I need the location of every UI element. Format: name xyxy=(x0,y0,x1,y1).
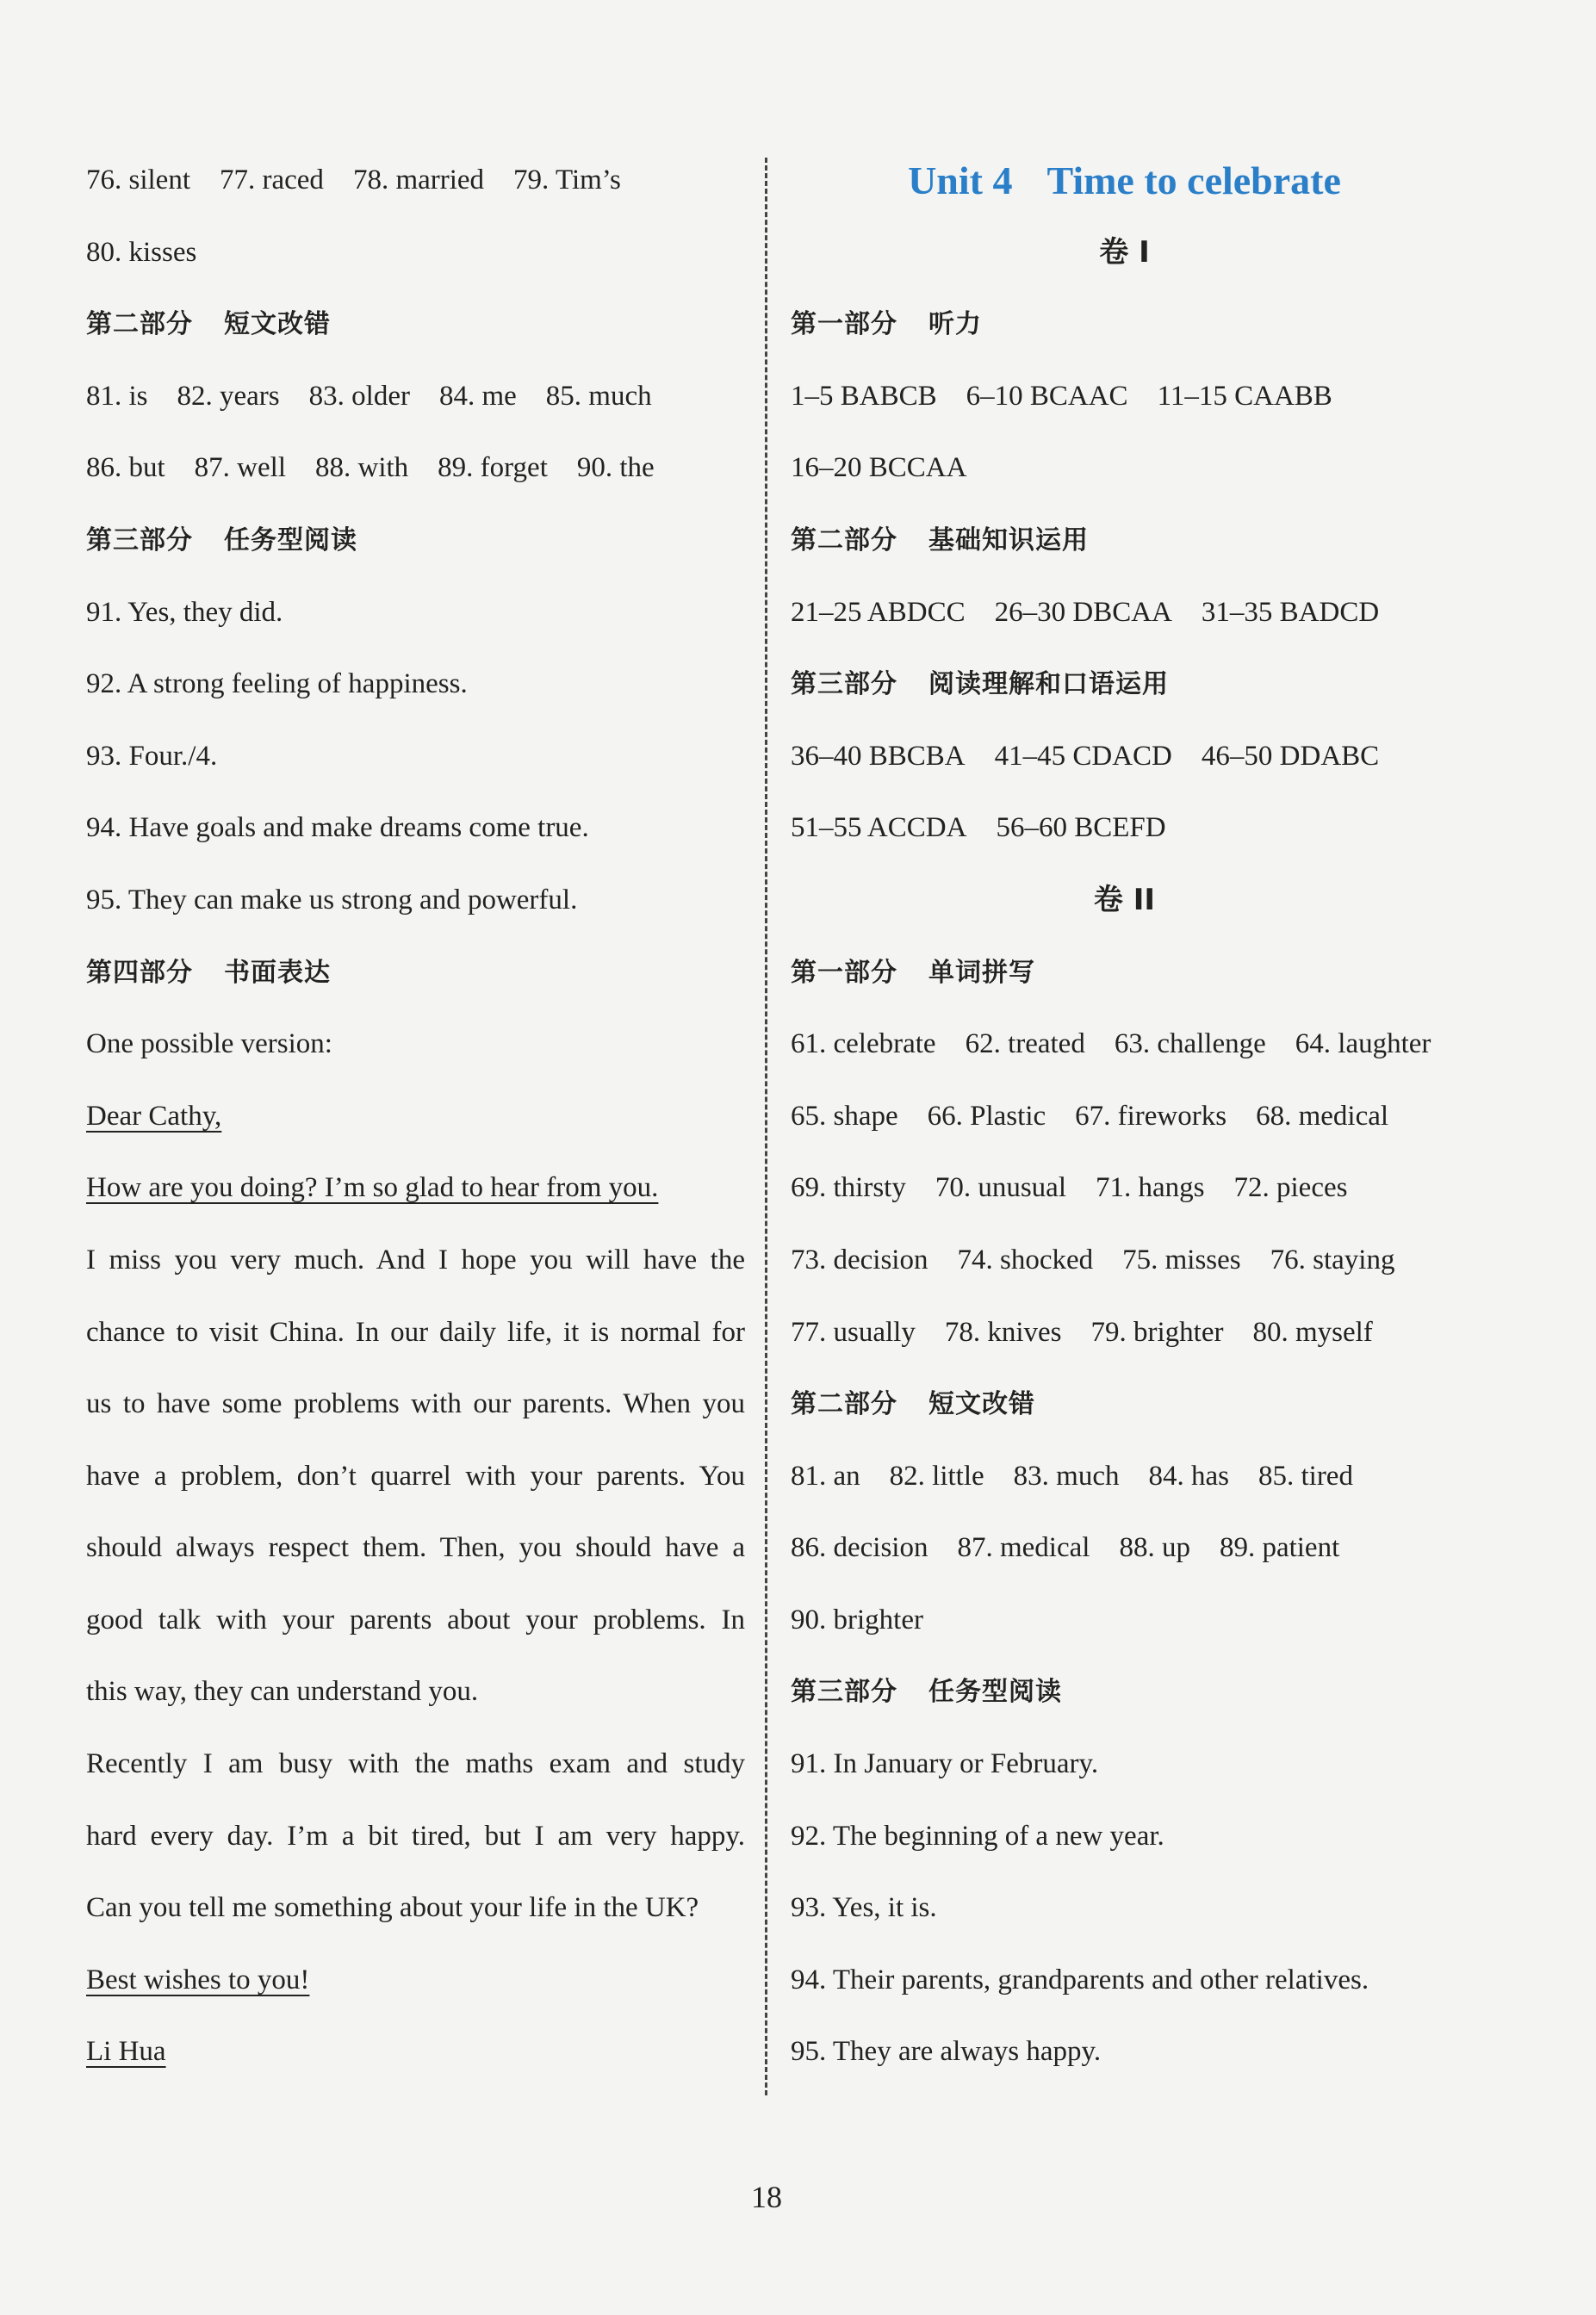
answer: 87. well xyxy=(194,452,286,484)
answer: 87. medical xyxy=(957,1532,1090,1564)
answer: 86. but xyxy=(86,452,165,484)
answer: 74. shocked xyxy=(957,1244,1094,1275)
section-name: 短文改错 xyxy=(928,1389,1035,1420)
section-part: 第三部分 xyxy=(791,669,897,700)
section-heading xyxy=(86,289,745,361)
answer-line: 92. The beginning of a new year. xyxy=(791,1820,1164,1852)
section-name: 书面表达 xyxy=(224,957,331,988)
answer-row xyxy=(791,1585,1458,1657)
section-part: 第二部分 xyxy=(791,524,897,555)
answer: 86. decision xyxy=(791,1532,928,1564)
unit-title xyxy=(791,145,1458,217)
section-part: 第一部分 xyxy=(791,957,897,988)
section-heading xyxy=(791,289,1458,361)
section-name: 阅读理解和口语运用 xyxy=(928,669,1169,700)
answer-line: 91. Yes, they did. xyxy=(86,596,283,628)
answer-line: 94. Their parents, grandparents and other relatives. xyxy=(791,1964,1369,1995)
section-part: 第二部分 xyxy=(791,1389,897,1420)
answer: 82. little xyxy=(889,1460,984,1492)
volume-heading: 卷 I xyxy=(1099,234,1150,270)
section-heading xyxy=(791,937,1458,1009)
answer: 61. celebrate xyxy=(791,1028,936,1060)
answer: 88. with xyxy=(315,452,409,484)
answer-row xyxy=(791,432,1458,505)
letter-greeting: Dear Cathy, xyxy=(86,1100,222,1132)
answer-row xyxy=(791,577,1458,649)
answer: 6–10 BCAAC xyxy=(966,380,1128,412)
section-name: 短文改错 xyxy=(224,309,331,340)
answer-row xyxy=(791,1512,1458,1585)
answer: 78. knives xyxy=(944,1316,1062,1348)
answer-row xyxy=(86,432,745,505)
answer: 77. usually xyxy=(791,1316,916,1348)
page-number: 18 xyxy=(751,2180,782,2214)
volume-heading: 卷 II xyxy=(1093,882,1156,917)
answer: 81. an xyxy=(791,1460,860,1492)
letter-line: Recently I am busy with the maths exam and study xyxy=(86,1748,745,1780)
left-column xyxy=(86,145,745,2088)
unit-name: Time to celebrate xyxy=(1046,158,1341,202)
answer: 63. challenge xyxy=(1114,1028,1266,1060)
section-name: 基础知识运用 xyxy=(928,524,1089,555)
section-part: 第一部分 xyxy=(791,309,897,340)
answer: 31–35 BADCD xyxy=(1201,596,1380,628)
answer: 71. hangs xyxy=(1096,1172,1205,1204)
answer-line: 92. A strong feeling of happiness. xyxy=(86,668,468,700)
section-heading xyxy=(86,937,745,1009)
right-column xyxy=(791,145,1458,2088)
answer: 89. forget xyxy=(438,452,548,484)
section-heading xyxy=(791,1656,1458,1728)
answer: 80. kisses xyxy=(86,236,197,268)
answer: 77. raced xyxy=(220,164,324,196)
answer: 73. decision xyxy=(791,1244,928,1275)
answer: 11–15 CAABB xyxy=(1157,380,1332,412)
answer: 51–55 ACCDA xyxy=(791,812,967,844)
answer: 56–60 BCEFD xyxy=(996,812,1166,844)
answer: 90. the xyxy=(576,452,655,484)
section-heading xyxy=(791,649,1458,721)
answer: 83. much xyxy=(1013,1460,1120,1492)
section-part: 第二部分 xyxy=(86,309,193,340)
section-name: 任务型阅读 xyxy=(224,524,357,555)
unit-label: Unit 4 xyxy=(908,158,1013,202)
answer: 85. tired xyxy=(1258,1460,1353,1492)
letter-line: should always respect them. Then, you should have a xyxy=(86,1532,745,1564)
section-name: 单词拼写 xyxy=(928,957,1035,988)
answer: 64. laughter xyxy=(1295,1028,1431,1060)
answer-line: 91. In January or February. xyxy=(791,1748,1099,1780)
letter-line: good talk with your parents about your problems. In xyxy=(86,1604,745,1635)
answer: 69. thirsty xyxy=(791,1172,906,1204)
letter-opening: How are you doing? I’m so glad to hear from you. xyxy=(86,1172,659,1204)
answer-row xyxy=(86,217,745,289)
letter-line: this way, they can understand you. xyxy=(86,1676,479,1708)
answer-line: 93. Yes, it is. xyxy=(791,1892,937,1924)
answer: 36–40 BBCBA xyxy=(791,740,966,772)
answer: 88. up xyxy=(1119,1532,1190,1564)
letter-line: Can you tell me something about your life in the UK? xyxy=(86,1892,699,1924)
answer-row xyxy=(791,1297,1458,1369)
answer: 85. much xyxy=(545,380,652,412)
answer: 66. Plastic xyxy=(927,1100,1046,1132)
section-name: 听力 xyxy=(928,309,982,340)
answer: 65. shape xyxy=(791,1100,898,1132)
answer: 62. treated xyxy=(965,1028,1085,1060)
letter-line: have a problem, don’t quarrel with your parents. You xyxy=(86,1460,745,1492)
section-heading xyxy=(791,505,1458,577)
answer: 79. brighter xyxy=(1090,1316,1224,1348)
answer-line: 95. They can make us strong and powerful. xyxy=(86,884,578,915)
section-part: 第三部分 xyxy=(791,1677,897,1708)
answer: 75. misses xyxy=(1122,1244,1241,1275)
answer-row xyxy=(791,1225,1458,1297)
answer: 72. pieces xyxy=(1233,1172,1348,1204)
section-heading xyxy=(86,505,745,577)
column-divider xyxy=(765,158,767,2095)
section-name: 任务型阅读 xyxy=(928,1677,1062,1708)
answer: 67. fireworks xyxy=(1075,1100,1227,1132)
answer: 83. older xyxy=(308,380,410,412)
answer: 68. medical xyxy=(1256,1100,1389,1132)
answer: 76. silent xyxy=(86,164,190,196)
answer: 26–30 DBCAA xyxy=(994,596,1172,628)
section-heading xyxy=(791,1369,1458,1441)
answer: 78. married xyxy=(352,164,485,196)
answer: 79. Tim’s xyxy=(513,164,621,196)
answer-row xyxy=(791,792,1458,865)
answer-row xyxy=(791,1009,1458,1081)
answer-line: 93. Four./4. xyxy=(86,740,218,772)
answer: 21–25 ABDCC xyxy=(791,596,966,628)
letter-signature: Li Hua xyxy=(86,2036,166,2068)
answer: 90. brighter xyxy=(791,1604,923,1635)
version-label: One possible version: xyxy=(86,1028,332,1060)
answer: 16–20 BCCAA xyxy=(791,452,967,484)
answer: 1–5 BABCB xyxy=(791,380,937,412)
answer: 84. has xyxy=(1148,1460,1229,1492)
answer: 84. me xyxy=(438,380,517,412)
letter-line: chance to visit China. In our daily life, it is normal for xyxy=(86,1316,745,1348)
answer-row xyxy=(791,1152,1458,1225)
letter-line: hard every day. I’m a bit tired, but I am very happy. xyxy=(86,1820,745,1852)
answer-line: 94. Have goals and make dreams come true. xyxy=(86,812,589,844)
answer-row xyxy=(86,361,745,433)
answer: 41–45 CDACD xyxy=(994,740,1172,772)
answer: 81. is xyxy=(86,380,148,412)
answer-row xyxy=(86,145,745,217)
answer-row xyxy=(791,361,1458,433)
answer: 82. years xyxy=(177,380,280,412)
answer: 46–50 DDABC xyxy=(1201,740,1380,772)
answer: 89. patient xyxy=(1219,1532,1340,1564)
answer: 76. staying xyxy=(1270,1244,1395,1275)
section-part: 第四部分 xyxy=(86,957,193,988)
answer: 80. myself xyxy=(1252,1316,1373,1348)
answer-row xyxy=(791,721,1458,793)
answer-row xyxy=(791,1441,1458,1513)
letter-closing: Best wishes to you! xyxy=(86,1964,310,1995)
answer-row xyxy=(791,1081,1458,1153)
section-part: 第三部分 xyxy=(86,524,193,555)
letter-line: I miss you very much. And I hope you will have the xyxy=(86,1244,745,1275)
answer-line: 95. They are always happy. xyxy=(791,2036,1102,2068)
answer: 70. unusual xyxy=(935,1172,1067,1204)
letter-line: us to have some problems with our parents. When you xyxy=(86,1388,745,1420)
